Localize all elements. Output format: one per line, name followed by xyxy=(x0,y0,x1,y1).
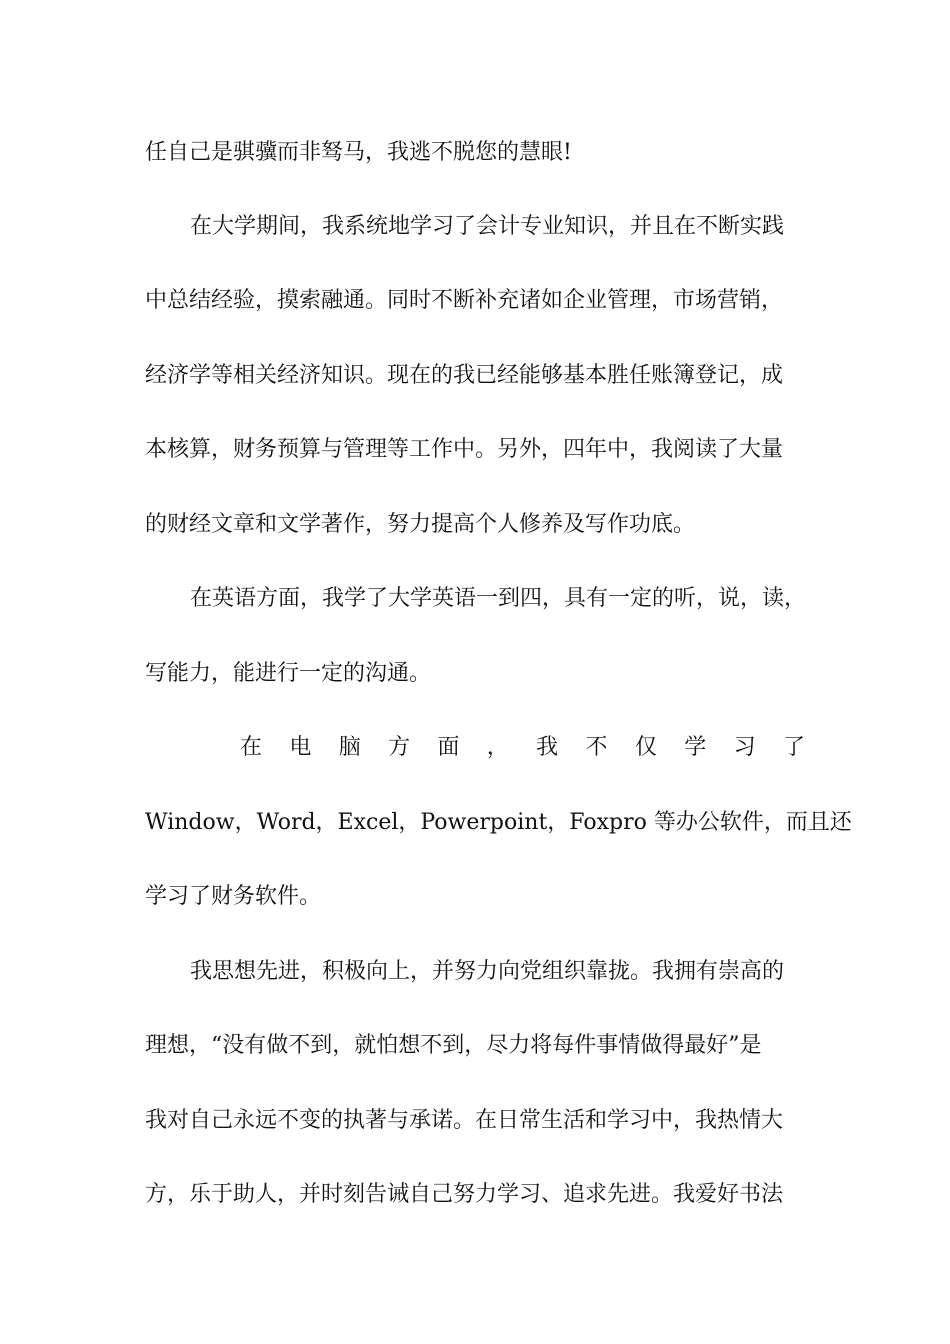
text-line: 经济学等相关经济知识。现在的我已经能够基本胜任账簿登记，成 xyxy=(145,363,784,388)
char: 仅 xyxy=(634,735,657,760)
text-line: Window，Word，Excel，Powerpoint，Foxpro 等办公软件，而且还 xyxy=(145,810,852,835)
justified-line xyxy=(240,733,805,763)
text-line: 方，乐于助人，并时刻告诫自己努力学习、追求先进。我爱好书法 xyxy=(145,1182,784,1207)
char: 我 xyxy=(536,735,559,760)
text-line: 本核算，财务预算与管理等工作中。另外，四年中，我阅读了大量 xyxy=(145,437,784,462)
char: 学 xyxy=(684,735,707,760)
paragraph-first-line: 在大学期间，我系统地学习了会计专业知识，并且在不断实践 xyxy=(190,214,785,239)
char: ， xyxy=(486,735,509,760)
text-line: 写能力，能进行一定的沟通。 xyxy=(145,661,432,686)
char: 习 xyxy=(733,735,756,760)
char: 电 xyxy=(289,735,312,760)
text-line: 中总结经验，摸索融通。同时不断补充诸如企业管理，市场营销， xyxy=(145,288,784,313)
char: 面 xyxy=(437,735,460,760)
paragraph-first-line: 我思想先进，积极向上，并努力向党组织靠拢。我拥有崇高的 xyxy=(190,959,785,984)
text-line: 学习了财务软件。 xyxy=(145,884,322,909)
text-line: 任自己是骐骥而非驽马，我逃不脱您的慧眼! xyxy=(145,140,572,165)
char: 方 xyxy=(388,735,411,760)
char: 在 xyxy=(240,735,263,760)
char: 了 xyxy=(782,735,805,760)
text-line: 我对自己永远不变的执著与承诺。在日常生活和学习中，我热情大 xyxy=(145,1108,784,1133)
char: 不 xyxy=(585,735,608,760)
char: 脑 xyxy=(338,735,361,760)
text-line: 理想，“没有做不到，就怕想不到，尽力将每件事情做得最好”是 xyxy=(145,1033,762,1058)
text-line: 的财经文章和文学著作，努力提高个人修养及写作功底。 xyxy=(145,512,696,537)
paragraph-first-line: 在英语方面，我学了大学英语一到四，具有一定的听，说，读， xyxy=(190,586,807,611)
